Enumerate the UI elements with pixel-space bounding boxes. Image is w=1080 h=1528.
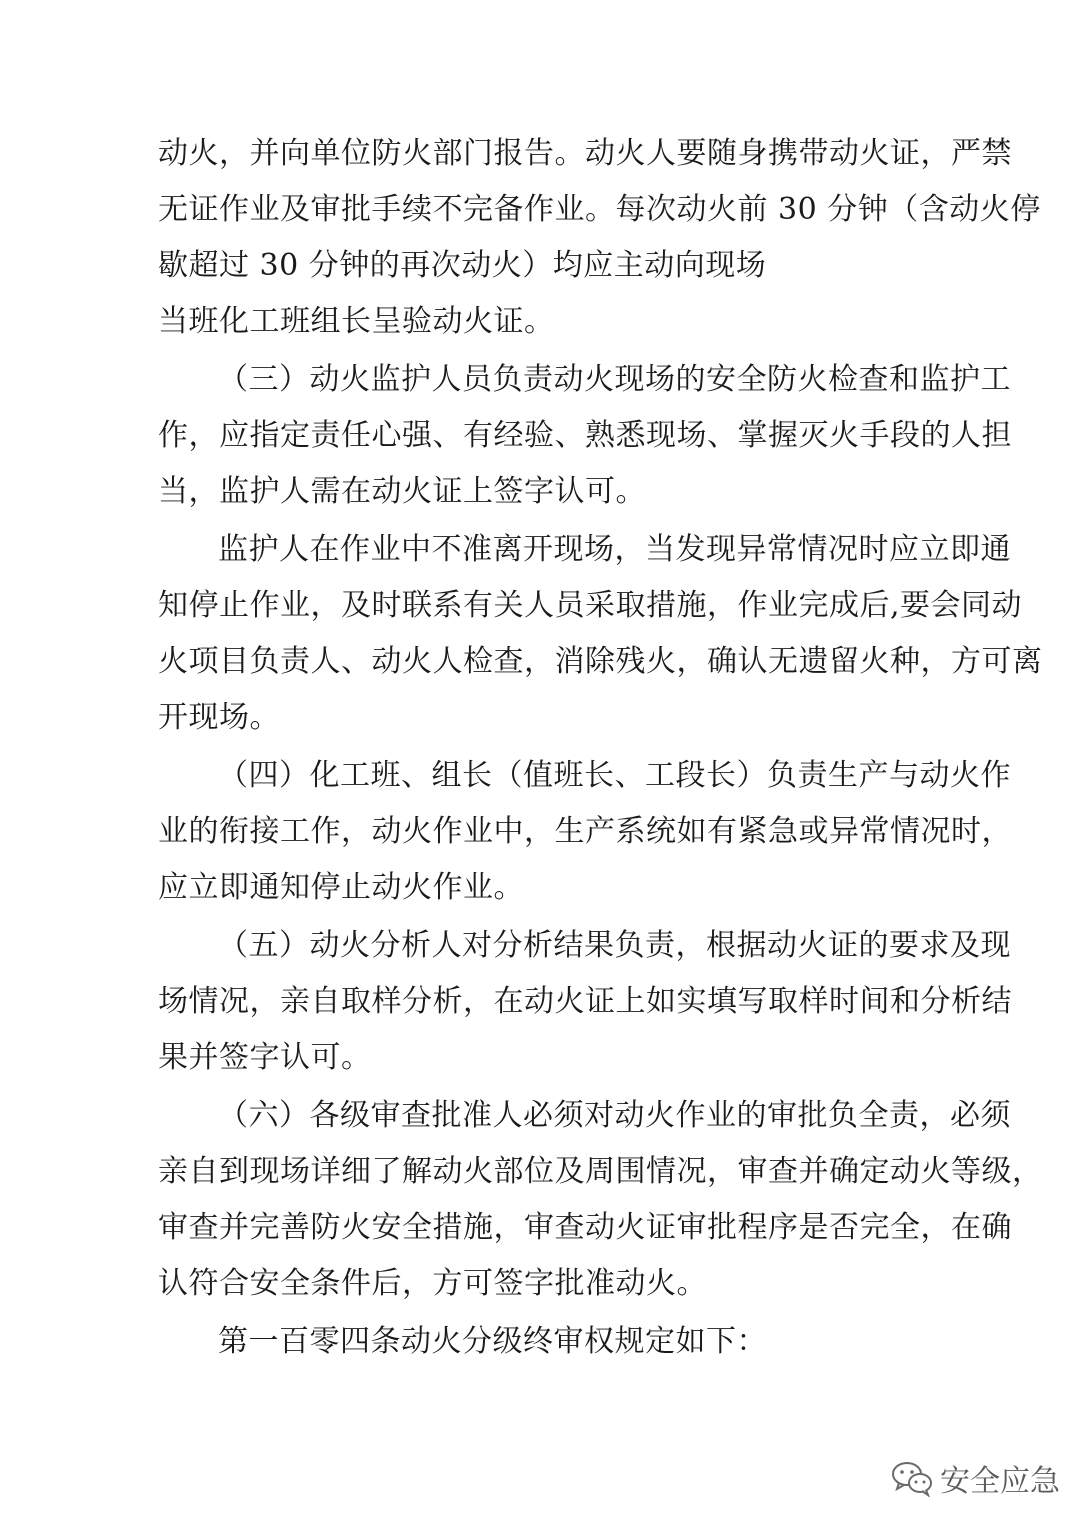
paragraph-three-first-line: （三）动火监护人员负责动火现场的安全防火检查和监护工 [218,362,1011,397]
paragraph-five-first-line: （五）动火分析人对分析结果负责，根据动火证的要求及现 [218,928,1011,963]
paragraph-six-first-line: （六）各级审查批准人必须对动火作业的审批负全责，必须 [218,1098,1011,1133]
text-line: 当班化工班组长呈验动火证。 [158,304,555,339]
text-line: 亲自到现场详细了解动火部位及周围情况，审查并确定动火等级， [158,1154,1043,1189]
text-line: 认符合安全条件后，方可签字批准动火。 [158,1266,707,1301]
text-line: 开现场。 [158,700,280,735]
text-line: 应立即通知停止动火作业。 [158,870,524,905]
text-line: 当，监护人需在动火证上签字认可。 [158,474,646,509]
watermark [890,1450,1060,1506]
text-line: 作，应指定责任心强、有经验、熟悉现场、掌握灭火手段的人担 [158,418,1012,453]
text-line: 审查并完善防火安全措施，审查动火证审批程序是否完全，在确 [158,1210,1012,1245]
paragraph-supervisor-first-line: 监护人在作业中不准离开现场，当发现异常情况时应立即通 [218,532,1011,567]
text-line: 知停止作业，及时联系有关人员采取措施，作业完成后,要会同动 [158,588,1023,623]
text-line: 火项目负责人、动火人检查，消除残火，确认无遗留火种，方可离 [158,644,1043,679]
text-line: 业的衔接工作，动火作业中，生产系统如有紧急或异常情况时， [158,814,1012,849]
paragraph-four-first-line: （四）化工班、组长（值班长、工段长）负责生产与动火作 [218,758,1011,793]
text-line: 歇超过 30 分钟的再次动火）均应主动向现场 [158,248,767,283]
article-104-heading: 第一百零四条动火分级终审权规定如下： [218,1324,767,1359]
watermark-text: 安全应急 [940,1464,1060,1499]
wechat-icon [890,1458,934,1498]
text-line: 果并签字认可。 [158,1040,372,1075]
text-line: 动火，并向单位防火部门报告。动火人要随身携带动火证，严禁 [158,136,1012,171]
text-line: 场情况，亲自取样分析，在动火证上如实填写取样时间和分析结 [158,984,1012,1019]
text-line: 无证作业及审批手续不完备作业。每次动火前 30 分钟（含动火停 [158,192,1041,227]
